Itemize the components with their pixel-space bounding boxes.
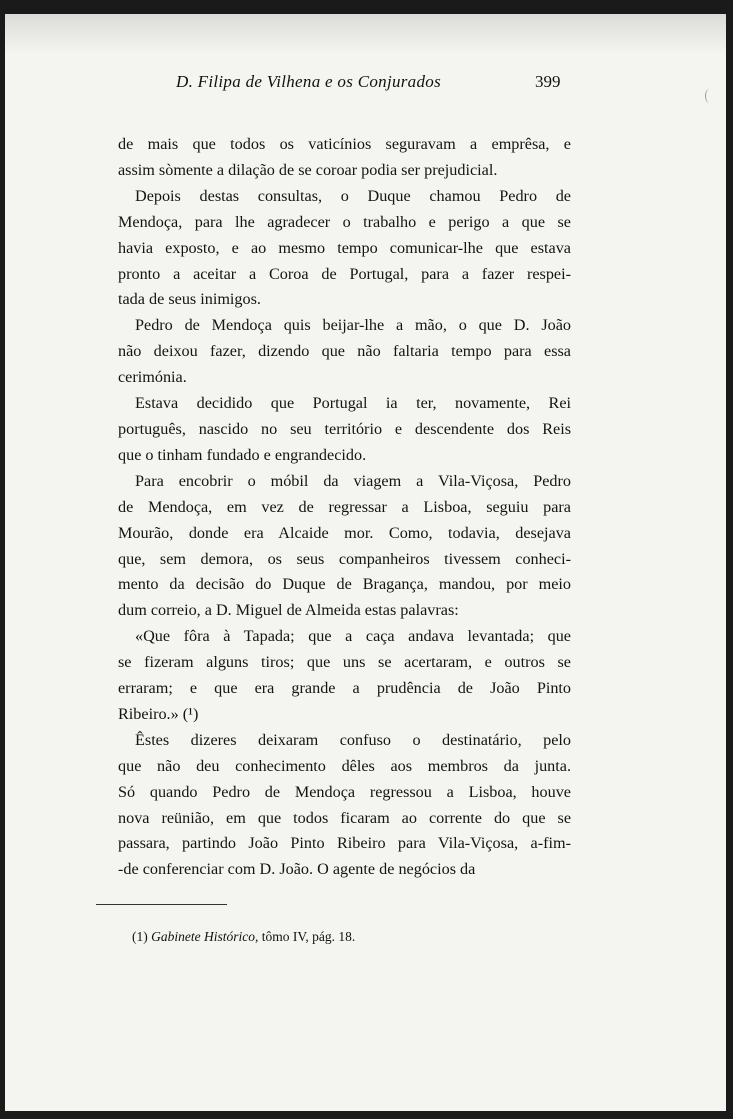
- text-line: Ribeiro.» (¹): [118, 704, 199, 723]
- text-line: assim sòmente a dilação de se coroar podia ser prejudicial.: [118, 160, 498, 179]
- text-line: que, sem demora, os seus companheiros tivessem conheci-: [118, 549, 571, 568]
- page-number: 399: [535, 72, 561, 91]
- running-header: [5, 72, 726, 96]
- footnote: [132, 929, 355, 945]
- text-line: -de conferenciar com D. João. O agente de negócios da: [118, 860, 476, 879]
- text-line: Para encobrir o móbil da viagem a Vila-Viçosa, Pedro: [135, 471, 571, 490]
- paragraph: [118, 132, 571, 184]
- text-line: se fizeram alguns tiros; que uns se acertaram, e outros se: [118, 653, 571, 672]
- paragraph: [118, 728, 571, 883]
- text-line: dum correio, a D. Miguel de Almeida estas palavras:: [118, 601, 459, 620]
- text-line: português, nascido no seu território e descendente dos Reis: [118, 419, 571, 438]
- text-line: passara, partindo João Pinto Ribeiro para Vila-Viçosa, a-fim-: [118, 834, 571, 853]
- text-line: Mourão, donde era Alcaide mor. Como, todavia, desejava: [118, 523, 571, 542]
- text-line: pronto a aceitar a Coroa de Portugal, para a fazer respei-: [118, 264, 571, 283]
- paragraph: [118, 313, 571, 391]
- text-line: tada de seus inimigos.: [118, 290, 261, 309]
- text-line: de mais que todos os vaticínios seguravam a emprêsa, e: [118, 135, 571, 153]
- footnote-details: , tômo IV, pág. 18.: [255, 929, 356, 944]
- text-line: Só quando Pedro de Mendoça regressou a Lisboa, houve: [118, 782, 571, 801]
- paragraph: [118, 624, 571, 728]
- text-line: de Mendoça, em vez de regressar a Lisboa, seguiu para: [118, 497, 571, 516]
- scan-shadow: [5, 14, 726, 54]
- text-line: Estava decidido que Portugal ia ter, novamente, Rei: [135, 394, 571, 413]
- text-line: que o tinham fundado e engrandecido.: [118, 445, 367, 464]
- book-page: [5, 14, 726, 1111]
- text-line: não deixou fazer, dizendo que não faltaria tempo para essa: [118, 342, 571, 361]
- text-line: havia exposto, e ao mesmo tempo comunicar-lhe que estava: [118, 238, 571, 257]
- footnote-marker: (1): [132, 929, 148, 944]
- text-line: Depois destas consultas, o Duque chamou Pedro de: [135, 186, 571, 205]
- footnote-rule: [96, 904, 227, 905]
- running-title: D. Filipa de Vilhena e os Conjurados: [176, 72, 441, 91]
- paragraph: [118, 469, 571, 624]
- text-line: que não deu conhecimento dêles aos membros da junta.: [118, 756, 571, 775]
- footnote-source: Gabinete Histórico: [151, 929, 255, 944]
- text-line: erraram; e que era grande a prudência de João Pinto: [118, 679, 571, 698]
- paragraph: [118, 184, 571, 314]
- text-line: Êstes dizeres deixaram confuso o destinatário, pelo: [135, 730, 571, 749]
- text-line: Pedro de Mendoça quis beijar-lhe a mão, o que D. João: [135, 316, 571, 335]
- text-line: Mendoça, para lhe agradecer o trabalho e perigo a que se: [118, 212, 571, 231]
- text-line: «Que fôra à Tapada; que a caça andava levantada; que: [135, 627, 571, 646]
- paragraph: [118, 391, 571, 469]
- text-line: nova reünião, em que todos ficaram ao corrente do que se: [118, 808, 571, 827]
- body-text: [118, 132, 571, 883]
- text-line: mento da decisão do Duque de Bragança, mandou, por meio: [118, 575, 571, 594]
- text-line: cerimónia.: [118, 368, 187, 387]
